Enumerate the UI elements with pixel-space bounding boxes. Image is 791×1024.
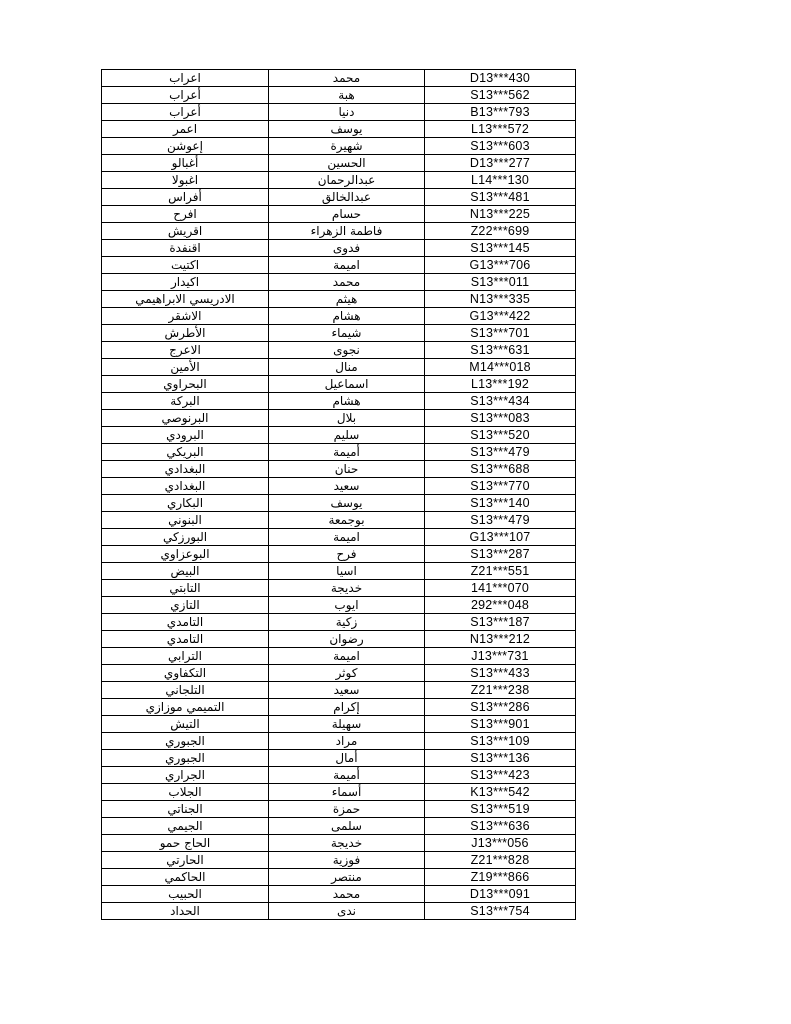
table-row <box>102 87 576 104</box>
last-name-cell: التلجاني <box>102 682 269 699</box>
last-name-cell: اقنفدة <box>102 240 269 257</box>
first-name-cell: أميمة <box>269 767 425 784</box>
table-row <box>102 393 576 410</box>
first-name-cell: شهيرة <box>269 138 425 155</box>
id-code-cell: S13***479 <box>425 444 576 461</box>
id-code-cell: J13***731 <box>425 648 576 665</box>
table-row <box>102 750 576 767</box>
table-row <box>102 716 576 733</box>
table-row <box>102 886 576 903</box>
first-name-cell: اميمة <box>269 648 425 665</box>
table-row <box>102 155 576 172</box>
id-code-cell: S13***636 <box>425 818 576 835</box>
table-row <box>102 240 576 257</box>
id-code-cell: 292***048 <box>425 597 576 614</box>
id-code-cell: S13***434 <box>425 393 576 410</box>
first-name-cell: حنان <box>269 461 425 478</box>
table-row <box>102 444 576 461</box>
table-row <box>102 563 576 580</box>
last-name-cell: البرنوصي <box>102 410 269 427</box>
table-row <box>102 461 576 478</box>
first-name-cell: هيثم <box>269 291 425 308</box>
last-name-cell: الحداد <box>102 903 269 920</box>
first-name-cell: فدوى <box>269 240 425 257</box>
id-code-cell: M14***018 <box>425 359 576 376</box>
table-row <box>102 206 576 223</box>
id-code-cell: S13***287 <box>425 546 576 563</box>
id-code-cell: G13***422 <box>425 308 576 325</box>
first-name-cell: بوجمعة <box>269 512 425 529</box>
id-code-cell: Z21***551 <box>425 563 576 580</box>
last-name-cell: البنوني <box>102 512 269 529</box>
table-row <box>102 172 576 189</box>
table-row <box>102 631 576 648</box>
last-name-cell: الجبوري <box>102 750 269 767</box>
first-name-cell: أميمة <box>269 444 425 461</box>
id-code-cell: S13***481 <box>425 189 576 206</box>
table-row <box>102 189 576 206</box>
first-name-cell: فوزية <box>269 852 425 869</box>
first-name-cell: رضوان <box>269 631 425 648</box>
first-name-cell: سعيد <box>269 682 425 699</box>
last-name-cell: البيض <box>102 563 269 580</box>
table-row <box>102 699 576 716</box>
last-name-cell: الادريسي الابراهيمي <box>102 291 269 308</box>
first-name-cell: هشام <box>269 308 425 325</box>
table-row <box>102 223 576 240</box>
table-row <box>102 359 576 376</box>
last-name-cell: الجناتي <box>102 801 269 818</box>
first-name-cell: فرح <box>269 546 425 563</box>
last-name-cell: التميمي موزازي <box>102 699 269 716</box>
table-row <box>102 767 576 784</box>
id-code-cell: S13***701 <box>425 325 576 342</box>
id-code-cell: S13***520 <box>425 427 576 444</box>
last-name-cell: التابتي <box>102 580 269 597</box>
last-name-cell: إعوشن <box>102 138 269 155</box>
id-code-cell: G13***706 <box>425 257 576 274</box>
first-name-cell: سهيلة <box>269 716 425 733</box>
table-row <box>102 580 576 597</box>
table-row <box>102 903 576 920</box>
table-row <box>102 529 576 546</box>
last-name-cell: البكاري <box>102 495 269 512</box>
first-name-cell: بلال <box>269 410 425 427</box>
table-row <box>102 138 576 155</box>
first-name-cell: حمزة <box>269 801 425 818</box>
id-code-cell: S13***136 <box>425 750 576 767</box>
last-name-cell: اقريش <box>102 223 269 240</box>
table-row <box>102 495 576 512</box>
id-code-cell: K13***542 <box>425 784 576 801</box>
first-name-cell: محمد <box>269 886 425 903</box>
first-name-cell: هبة <box>269 87 425 104</box>
first-name-cell: كوثر <box>269 665 425 682</box>
id-code-cell: S13***140 <box>425 495 576 512</box>
id-code-cell: S13***109 <box>425 733 576 750</box>
last-name-cell: التازي <box>102 597 269 614</box>
first-name-cell: فاطمة الزهراء <box>269 223 425 240</box>
table-row <box>102 869 576 886</box>
last-name-cell: البوعزاوي <box>102 546 269 563</box>
id-code-cell: S13***688 <box>425 461 576 478</box>
table-row <box>102 546 576 563</box>
first-name-cell: اسماعيل <box>269 376 425 393</box>
last-name-cell: افرح <box>102 206 269 223</box>
last-name-cell: الاعرج <box>102 342 269 359</box>
last-name-cell: البورزكي <box>102 529 269 546</box>
id-code-cell: B13***793 <box>425 104 576 121</box>
table-row <box>102 121 576 138</box>
last-name-cell: اكتيت <box>102 257 269 274</box>
first-name-cell: اسيا <box>269 563 425 580</box>
id-code-cell: S13***562 <box>425 87 576 104</box>
first-name-cell: خديجة <box>269 835 425 852</box>
last-name-cell: التامدي <box>102 631 269 648</box>
last-name-cell: أعراب <box>102 87 269 104</box>
id-code-cell: S13***754 <box>425 903 576 920</box>
table-row <box>102 104 576 121</box>
first-name-cell: سلمى <box>269 818 425 835</box>
first-name-cell: مراد <box>269 733 425 750</box>
last-name-cell: التيش <box>102 716 269 733</box>
id-code-cell: J13***056 <box>425 835 576 852</box>
id-code-cell: 141***070 <box>425 580 576 597</box>
table-row <box>102 70 576 87</box>
id-code-cell: L13***572 <box>425 121 576 138</box>
id-code-cell: Z21***238 <box>425 682 576 699</box>
table-row <box>102 410 576 427</box>
last-name-cell: الترابي <box>102 648 269 665</box>
id-code-cell: S13***433 <box>425 665 576 682</box>
first-name-cell: عبدالرحمان <box>269 172 425 189</box>
first-name-cell: سليم <box>269 427 425 444</box>
id-code-cell: S13***479 <box>425 512 576 529</box>
table-row <box>102 308 576 325</box>
last-name-cell: أغبالو <box>102 155 269 172</box>
last-name-cell: اكيدار <box>102 274 269 291</box>
last-name-cell: الجلاب <box>102 784 269 801</box>
table-row <box>102 597 576 614</box>
last-name-cell: اعراب <box>102 70 269 87</box>
last-name-cell: أعراب <box>102 104 269 121</box>
last-name-cell: الجيمي <box>102 818 269 835</box>
first-name-cell: هشام <box>269 393 425 410</box>
first-name-cell: أسماء <box>269 784 425 801</box>
names-table-body <box>102 70 576 920</box>
first-name-cell: محمد <box>269 274 425 291</box>
first-name-cell: محمد <box>269 70 425 87</box>
table-row <box>102 376 576 393</box>
id-code-cell: N13***335 <box>425 291 576 308</box>
id-code-cell: S13***423 <box>425 767 576 784</box>
last-name-cell: الحارتي <box>102 852 269 869</box>
id-code-cell: S13***011 <box>425 274 576 291</box>
id-code-cell: D13***430 <box>425 70 576 87</box>
last-name-cell: البرودي <box>102 427 269 444</box>
id-code-cell: S13***083 <box>425 410 576 427</box>
id-code-cell: N13***225 <box>425 206 576 223</box>
table-row <box>102 325 576 342</box>
id-code-cell: S13***187 <box>425 614 576 631</box>
id-code-cell: S13***286 <box>425 699 576 716</box>
first-name-cell: سعيد <box>269 478 425 495</box>
table-row <box>102 682 576 699</box>
first-name-cell: زكية <box>269 614 425 631</box>
table-row <box>102 427 576 444</box>
table-row <box>102 733 576 750</box>
first-name-cell: عبدالخالق <box>269 189 425 206</box>
id-code-cell: Z22***699 <box>425 223 576 240</box>
last-name-cell: الحاكمي <box>102 869 269 886</box>
table-row <box>102 274 576 291</box>
id-code-cell: D13***277 <box>425 155 576 172</box>
names-table <box>101 69 576 920</box>
last-name-cell: اعمر <box>102 121 269 138</box>
id-code-cell: S13***519 <box>425 801 576 818</box>
first-name-cell: ايوب <box>269 597 425 614</box>
last-name-cell: اغبولا <box>102 172 269 189</box>
first-name-cell: ندى <box>269 903 425 920</box>
last-name-cell: التكفاوي <box>102 665 269 682</box>
table-row <box>102 648 576 665</box>
last-name-cell: البحراوي <box>102 376 269 393</box>
first-name-cell: شيماء <box>269 325 425 342</box>
id-code-cell: S13***770 <box>425 478 576 495</box>
first-name-cell: يوسف <box>269 121 425 138</box>
first-name-cell: نجوى <box>269 342 425 359</box>
id-code-cell: N13***212 <box>425 631 576 648</box>
table-row <box>102 478 576 495</box>
id-code-cell: L13***192 <box>425 376 576 393</box>
id-code-cell: S13***631 <box>425 342 576 359</box>
table-row <box>102 257 576 274</box>
last-name-cell: الاشقر <box>102 308 269 325</box>
id-code-cell: S13***145 <box>425 240 576 257</box>
first-name-cell: خديجة <box>269 580 425 597</box>
last-name-cell: الأطرش <box>102 325 269 342</box>
table-row <box>102 801 576 818</box>
first-name-cell: الحسين <box>269 155 425 172</box>
table-row <box>102 784 576 801</box>
first-name-cell: منال <box>269 359 425 376</box>
first-name-cell: يوسف <box>269 495 425 512</box>
table-row <box>102 665 576 682</box>
last-name-cell: البغدادي <box>102 461 269 478</box>
first-name-cell: أمال <box>269 750 425 767</box>
id-code-cell: Z19***866 <box>425 869 576 886</box>
id-code-cell: L14***130 <box>425 172 576 189</box>
id-code-cell: S13***603 <box>425 138 576 155</box>
first-name-cell: اميمة <box>269 257 425 274</box>
id-code-cell: G13***107 <box>425 529 576 546</box>
document-page <box>101 69 573 920</box>
table-row <box>102 342 576 359</box>
last-name-cell: الحاج حمو <box>102 835 269 852</box>
id-code-cell: Z21***828 <box>425 852 576 869</box>
last-name-cell: الحبيب <box>102 886 269 903</box>
last-name-cell: البركة <box>102 393 269 410</box>
table-row <box>102 291 576 308</box>
id-code-cell: S13***901 <box>425 716 576 733</box>
last-name-cell: الجراري <box>102 767 269 784</box>
first-name-cell: إكرام <box>269 699 425 716</box>
table-row <box>102 614 576 631</box>
last-name-cell: البغدادي <box>102 478 269 495</box>
table-row <box>102 818 576 835</box>
table-row <box>102 512 576 529</box>
id-code-cell: D13***091 <box>425 886 576 903</box>
first-name-cell: اميمة <box>269 529 425 546</box>
table-row <box>102 852 576 869</box>
last-name-cell: البريكي <box>102 444 269 461</box>
first-name-cell: حسام <box>269 206 425 223</box>
first-name-cell: منتصر <box>269 869 425 886</box>
last-name-cell: التامدي <box>102 614 269 631</box>
last-name-cell: الجبوري <box>102 733 269 750</box>
last-name-cell: الأمين <box>102 359 269 376</box>
table-row <box>102 835 576 852</box>
first-name-cell: دنيا <box>269 104 425 121</box>
last-name-cell: أفراس <box>102 189 269 206</box>
